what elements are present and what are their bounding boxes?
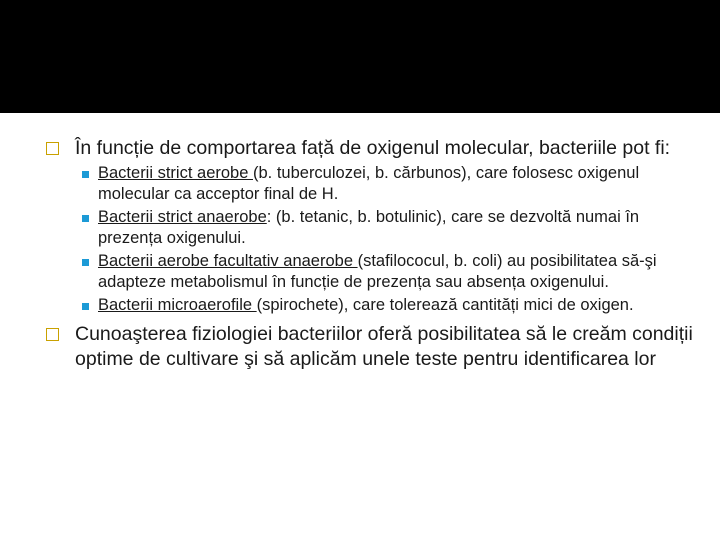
bullet-box-icon <box>46 142 59 155</box>
bullet-physiology-knowledge <box>46 322 696 372</box>
sub-bullet-term: Bacterii microaerofile <box>98 296 257 314</box>
sub-bullet-term: Bacterii strict anaerobe <box>98 208 267 226</box>
sub-bullet-text: (stafilococul, b. coli) au posibilitatea să-şi adapteze metabolismul în funcție de prezența sau absența oxigenului. <box>98 252 657 291</box>
sub-bullet-microaerophilic <box>46 295 696 316</box>
title-bar <box>0 0 720 113</box>
sub-bullet-strict-aerobic <box>46 163 696 205</box>
sub-bullet-term: Bacterii aerobe facultativ anaerobe <box>98 252 358 270</box>
sub-bullet-text: (b. tuberculozei, b. cărbunos), care folosesc oxigenul molecular ca acceptor final de H. <box>98 164 640 203</box>
sub-bullet-term: Bacterii strict aerobe <box>98 164 253 182</box>
sub-bullet-list <box>46 163 696 316</box>
bullet-oxygen-behavior <box>46 136 696 316</box>
bullet-text: În funcție de comportarea față de oxigenul molecular, bacteriile pot fi: <box>75 137 671 159</box>
sub-bullet-text: : (b. tetanic, b. botulinic), care se dezvoltă numai în prezența oxigenului. <box>98 208 640 247</box>
square-bullet-icon <box>82 303 89 310</box>
sub-bullet-strict-anaerobic <box>46 207 696 249</box>
slide-content <box>46 136 696 378</box>
square-bullet-icon <box>82 259 89 266</box>
sub-bullet-text: (spirochete), care tolerează cantități mici de oxigen. <box>256 296 634 314</box>
bullet-text: Cunoaşterea fiziologiei bacteriilor oferă posibilitatea să le creăm condiții optime de cultivare şi să aplicăm unele teste pentru identificarea lor <box>75 323 693 370</box>
sub-bullet-facultative <box>46 251 696 293</box>
square-bullet-icon <box>82 171 89 178</box>
bullet-box-icon <box>46 328 59 341</box>
square-bullet-icon <box>82 215 89 222</box>
